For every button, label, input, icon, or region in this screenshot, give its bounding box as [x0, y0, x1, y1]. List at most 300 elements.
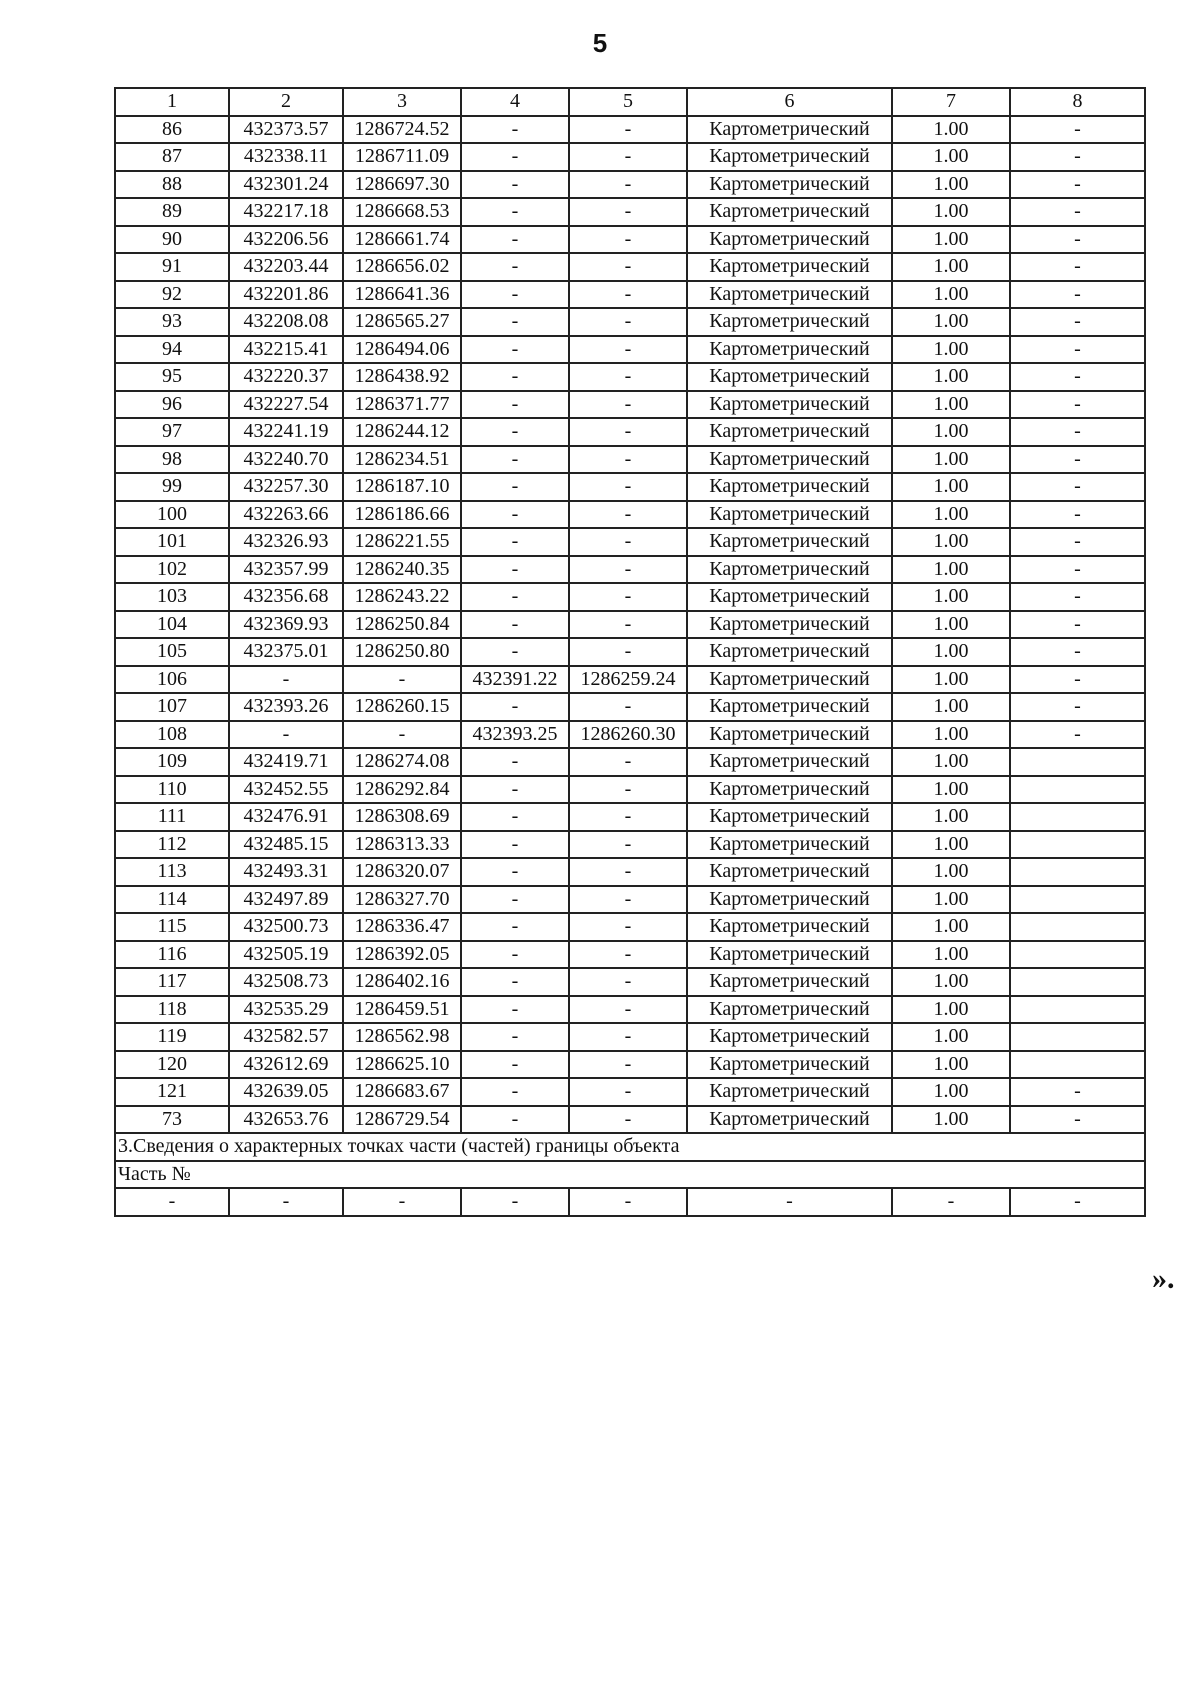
table-cell: - [569, 583, 687, 611]
table-row [115, 143, 1145, 171]
table-cell: 95 [115, 363, 229, 391]
table-cell: 1.00 [892, 253, 1010, 281]
table-cell: - [569, 281, 687, 309]
table-cell [1010, 913, 1145, 941]
table-row [115, 391, 1145, 419]
table-cell: 432500.73 [229, 913, 343, 941]
table-cell: - [461, 171, 569, 199]
table-row [115, 886, 1145, 914]
table-cell: Картометрический [687, 748, 892, 776]
table-cell [1010, 1051, 1145, 1079]
table-cell: 94 [115, 336, 229, 364]
table-cell: - [461, 693, 569, 721]
table-cell: - [569, 776, 687, 804]
table-cell: 1.00 [892, 941, 1010, 969]
table-cell: - [461, 748, 569, 776]
table-cell: 119 [115, 1023, 229, 1051]
table-cell: 111 [115, 803, 229, 831]
table-cell: - [461, 253, 569, 281]
table-cell: - [1010, 336, 1145, 364]
table-cell [1010, 748, 1145, 776]
table-cell: - [461, 858, 569, 886]
table-cell: 432393.25 [461, 721, 569, 749]
table-row [115, 501, 1145, 529]
table-cell: - [569, 748, 687, 776]
table-row [115, 198, 1145, 226]
table-cell: 432206.56 [229, 226, 343, 254]
table-row [115, 363, 1145, 391]
table-cell: 117 [115, 968, 229, 996]
table-cell: - [569, 996, 687, 1024]
table-cell: - [461, 528, 569, 556]
table-cell: 1.00 [892, 693, 1010, 721]
table-row [115, 968, 1145, 996]
table-cell: 108 [115, 721, 229, 749]
table-cell: - [461, 363, 569, 391]
table-cell: 1.00 [892, 803, 1010, 831]
table-cell: 96 [115, 391, 229, 419]
table-cell: 1286260.15 [343, 693, 461, 721]
table-cell: - [461, 143, 569, 171]
table-cell: - [461, 968, 569, 996]
table-cell: 432240.70 [229, 446, 343, 474]
table-cell: - [461, 611, 569, 639]
table-cell: 1286697.30 [343, 171, 461, 199]
table-cell: 432452.55 [229, 776, 343, 804]
header-cell: 7 [892, 88, 1010, 116]
table-cell: 1.00 [892, 116, 1010, 144]
table-cell: Картометрический [687, 583, 892, 611]
table-cell [1010, 941, 1145, 969]
table-cell: - [569, 226, 687, 254]
table-cell: - [461, 556, 569, 584]
table-cell: - [569, 1023, 687, 1051]
table-cell: - [461, 583, 569, 611]
table-row [115, 253, 1145, 281]
table-cell: - [461, 226, 569, 254]
table-cell: 1286243.22 [343, 583, 461, 611]
table-row [115, 1023, 1145, 1051]
table-cell: - [229, 721, 343, 749]
table-cell: - [569, 556, 687, 584]
table-cell: - [229, 1188, 343, 1216]
table-cell: 1.00 [892, 171, 1010, 199]
table-cell: - [461, 1023, 569, 1051]
table-cell: - [461, 501, 569, 529]
table-cell: 120 [115, 1051, 229, 1079]
table-cell [1010, 858, 1145, 886]
table-cell: Картометрический [687, 831, 892, 859]
table-cell: 1.00 [892, 1106, 1010, 1134]
table-cell: - [343, 666, 461, 694]
table-cell: - [569, 363, 687, 391]
table-row [115, 666, 1145, 694]
table-row [115, 1051, 1145, 1079]
table-cell: 1.00 [892, 776, 1010, 804]
table-cell: 87 [115, 143, 229, 171]
table-cell [1010, 886, 1145, 914]
table-cell: 1286292.84 [343, 776, 461, 804]
table-cell: 121 [115, 1078, 229, 1106]
table-cell: - [569, 886, 687, 914]
table-cell: Картометрический [687, 941, 892, 969]
table-cell: Картометрический [687, 528, 892, 556]
table-cell: Картометрический [687, 143, 892, 171]
table-cell: 118 [115, 996, 229, 1024]
table-cell: 1286320.07 [343, 858, 461, 886]
table-cell: - [569, 941, 687, 969]
table-cell: 1.00 [892, 336, 1010, 364]
table-cell: 432357.99 [229, 556, 343, 584]
table-cell: - [461, 281, 569, 309]
table-cell: 114 [115, 886, 229, 914]
table-cell: 1.00 [892, 391, 1010, 419]
table-cell: 1.00 [892, 143, 1010, 171]
table-cell: - [569, 501, 687, 529]
table-cell: - [1010, 638, 1145, 666]
table-cell: - [461, 418, 569, 446]
table-cell: 432201.86 [229, 281, 343, 309]
table-cell: - [461, 308, 569, 336]
table-cell: - [569, 308, 687, 336]
table-cell: 1.00 [892, 858, 1010, 886]
table-cell: 1286371.77 [343, 391, 461, 419]
table-cell: - [229, 666, 343, 694]
table-cell: - [461, 831, 569, 859]
table-cell: 432301.24 [229, 171, 343, 199]
table-row [115, 721, 1145, 749]
table-cell: - [569, 418, 687, 446]
table-row [115, 418, 1145, 446]
table-cell: 432263.66 [229, 501, 343, 529]
table-cell: 432208.08 [229, 308, 343, 336]
header-cell: 5 [569, 88, 687, 116]
table-cell: - [569, 336, 687, 364]
table-cell: Картометрический [687, 611, 892, 639]
table-cell: 97 [115, 418, 229, 446]
table-cell: 1.00 [892, 721, 1010, 749]
table-cell: 432535.29 [229, 996, 343, 1024]
table-cell: 432582.57 [229, 1023, 343, 1051]
table-cell: 115 [115, 913, 229, 941]
table-cell: Картометрический [687, 913, 892, 941]
table-cell: 1.00 [892, 886, 1010, 914]
table-cell: 1.00 [892, 226, 1010, 254]
table-row [115, 858, 1145, 886]
table-cell: 109 [115, 748, 229, 776]
table-cell: Картометрический [687, 418, 892, 446]
table-cell: - [1010, 418, 1145, 446]
table-cell: Картометрический [687, 501, 892, 529]
table-cell: - [569, 831, 687, 859]
table-cell: - [1010, 253, 1145, 281]
table-row [115, 556, 1145, 584]
table-cell: Картометрический [687, 198, 892, 226]
table-cell: 1.00 [892, 418, 1010, 446]
table-cell: - [461, 336, 569, 364]
table-cell: 1.00 [892, 501, 1010, 529]
table-cell: - [461, 941, 569, 969]
table-cell: 1.00 [892, 1051, 1010, 1079]
table-cell: - [1010, 446, 1145, 474]
table-cell: 112 [115, 831, 229, 859]
table-cell: - [1010, 198, 1145, 226]
table-row [115, 941, 1145, 969]
table-row [115, 1106, 1145, 1134]
header-cell: 3 [343, 88, 461, 116]
header-cell: 6 [687, 88, 892, 116]
table-cell: 1.00 [892, 831, 1010, 859]
table-cell: 1286244.12 [343, 418, 461, 446]
table-cell: - [461, 1051, 569, 1079]
table-cell: - [1010, 501, 1145, 529]
table-cell [1010, 803, 1145, 831]
table-cell: 1286683.67 [343, 1078, 461, 1106]
table-cell: - [569, 116, 687, 144]
table-cell: 1286274.08 [343, 748, 461, 776]
table-cell: 1286459.51 [343, 996, 461, 1024]
table-cell: 1286336.47 [343, 913, 461, 941]
table-cell: - [461, 886, 569, 914]
header-cell: 8 [1010, 88, 1145, 116]
part-label: Часть № [115, 1161, 1145, 1189]
table-cell: 1286234.51 [343, 446, 461, 474]
table-cell: - [461, 198, 569, 226]
table-cell: - [115, 1188, 229, 1216]
table-cell: - [1010, 721, 1145, 749]
table-cell: 432326.93 [229, 528, 343, 556]
table-cell: - [569, 473, 687, 501]
table-cell: Картометрический [687, 253, 892, 281]
table-cell: - [569, 253, 687, 281]
table-cell: - [569, 446, 687, 474]
table-cell: 90 [115, 226, 229, 254]
table-cell: 1286724.52 [343, 116, 461, 144]
table-cell: Картометрический [687, 281, 892, 309]
table-cell: - [461, 776, 569, 804]
table-cell: - [1010, 363, 1145, 391]
table-cell [1010, 1023, 1145, 1051]
table-cell: 1286661.74 [343, 226, 461, 254]
table-cell: 1.00 [892, 611, 1010, 639]
table-cell: - [461, 913, 569, 941]
table-cell: 1.00 [892, 528, 1010, 556]
header-cell: 1 [115, 88, 229, 116]
table-cell: 432227.54 [229, 391, 343, 419]
table-cell: 432393.26 [229, 693, 343, 721]
table-cell: 432419.71 [229, 748, 343, 776]
table-cell: 432508.73 [229, 968, 343, 996]
header-cell: 2 [229, 88, 343, 116]
table-row [115, 116, 1145, 144]
table-cell: 1286186.66 [343, 501, 461, 529]
table-cell: 1.00 [892, 583, 1010, 611]
table-cell: 1286565.27 [343, 308, 461, 336]
table-cell [1010, 776, 1145, 804]
table-cell: - [1010, 226, 1145, 254]
table-cell: - [1010, 308, 1145, 336]
table-cell: 73 [115, 1106, 229, 1134]
table-cell: 1.00 [892, 308, 1010, 336]
table-row [115, 583, 1145, 611]
table-cell: 102 [115, 556, 229, 584]
table-cell: 1286392.05 [343, 941, 461, 969]
table-cell: 432476.91 [229, 803, 343, 831]
table-row [115, 611, 1145, 639]
table-cell: - [1010, 171, 1145, 199]
table-body [115, 116, 1145, 1134]
table-cell: 1286327.70 [343, 886, 461, 914]
table-cell: 432217.18 [229, 198, 343, 226]
table-cell: - [569, 198, 687, 226]
table-cell: 432373.57 [229, 116, 343, 144]
table-cell: Картометрический [687, 776, 892, 804]
table-cell: 1.00 [892, 996, 1010, 1024]
table-cell: 100 [115, 501, 229, 529]
table-cell: 432220.37 [229, 363, 343, 391]
table-cell: - [1010, 281, 1145, 309]
table-cell: 1286438.92 [343, 363, 461, 391]
table-cell: 432356.68 [229, 583, 343, 611]
table-cell: - [569, 1188, 687, 1216]
table-cell: - [569, 968, 687, 996]
table-cell: Картометрический [687, 638, 892, 666]
table-cell [1010, 831, 1145, 859]
table-cell: - [1010, 143, 1145, 171]
table-row [115, 803, 1145, 831]
table-cell: - [569, 1078, 687, 1106]
table-cell: 1286313.33 [343, 831, 461, 859]
table-row [115, 226, 1145, 254]
table-cell: 1286668.53 [343, 198, 461, 226]
table-cell: Картометрический [687, 1106, 892, 1134]
table-cell: Картометрический [687, 116, 892, 144]
table-cell: - [461, 116, 569, 144]
table-cell: 432653.76 [229, 1106, 343, 1134]
table-row [115, 336, 1145, 364]
table-cell: 1286240.35 [343, 556, 461, 584]
table-cell: - [569, 143, 687, 171]
table-cell: - [569, 171, 687, 199]
table-cell: 1.00 [892, 473, 1010, 501]
table-cell: 91 [115, 253, 229, 281]
table-cell: 89 [115, 198, 229, 226]
table-cell: 1.00 [892, 556, 1010, 584]
table-cell: - [569, 1106, 687, 1134]
table-cell: 432505.19 [229, 941, 343, 969]
table-row [115, 446, 1145, 474]
table-row [115, 308, 1145, 336]
table-cell: 432203.44 [229, 253, 343, 281]
table-cell: - [461, 996, 569, 1024]
table-cell: - [461, 391, 569, 419]
section-row [115, 1133, 1145, 1161]
table-cell [1010, 968, 1145, 996]
table-cell: - [461, 1188, 569, 1216]
table-cell: 103 [115, 583, 229, 611]
table-cell: Картометрический [687, 721, 892, 749]
table-cell: Картометрический [687, 1051, 892, 1079]
table-row [115, 528, 1145, 556]
table-cell: Картометрический [687, 968, 892, 996]
table-cell: 432493.31 [229, 858, 343, 886]
table-cell: 432257.30 [229, 473, 343, 501]
table-cell: 1286494.06 [343, 336, 461, 364]
table-cell: 105 [115, 638, 229, 666]
table-cell: - [1010, 1106, 1145, 1134]
table-cell: 1286259.24 [569, 666, 687, 694]
table-cell: 107 [115, 693, 229, 721]
part-row [115, 1161, 1145, 1189]
table-cell: 1.00 [892, 446, 1010, 474]
table-row [115, 913, 1145, 941]
table-cell: Картометрический [687, 171, 892, 199]
table-cell: Картометрический [687, 308, 892, 336]
table-cell: - [687, 1188, 892, 1216]
table-cell: 432497.89 [229, 886, 343, 914]
table-cell: 432485.15 [229, 831, 343, 859]
table-cell: 1286250.84 [343, 611, 461, 639]
table-row [115, 171, 1145, 199]
table-cell: 1.00 [892, 363, 1010, 391]
table-cell: 1.00 [892, 913, 1010, 941]
table-cell: 1.00 [892, 968, 1010, 996]
table-cell: Картометрический [687, 1078, 892, 1106]
table-cell: - [569, 638, 687, 666]
table-cell: 1.00 [892, 638, 1010, 666]
table-cell [1010, 996, 1145, 1024]
header-cell: 4 [461, 88, 569, 116]
table-cell: 110 [115, 776, 229, 804]
table-cell: 104 [115, 611, 229, 639]
table-cell: Картометрический [687, 391, 892, 419]
table-cell: 86 [115, 116, 229, 144]
table-cell: 99 [115, 473, 229, 501]
table-row [115, 638, 1145, 666]
empty-row [115, 1188, 1145, 1216]
table-cell: - [569, 913, 687, 941]
table-cell: - [569, 693, 687, 721]
table-cell: 1286187.10 [343, 473, 461, 501]
table-cell: - [892, 1188, 1010, 1216]
table-cell: 432612.69 [229, 1051, 343, 1079]
table-cell: 92 [115, 281, 229, 309]
table-cell: 88 [115, 171, 229, 199]
table-row [115, 473, 1145, 501]
table-cell: 1286625.10 [343, 1051, 461, 1079]
table-row [115, 693, 1145, 721]
table-cell: Картометрический [687, 363, 892, 391]
table-cell: Картометрический [687, 1023, 892, 1051]
table-cell: Картометрический [687, 473, 892, 501]
table-cell: Картометрический [687, 666, 892, 694]
table-cell: 432215.41 [229, 336, 343, 364]
table-cell: - [1010, 611, 1145, 639]
table-cell: - [343, 1188, 461, 1216]
table-cell: Картометрический [687, 693, 892, 721]
table-cell: 1.00 [892, 198, 1010, 226]
table-cell: - [1010, 666, 1145, 694]
table-cell: Картометрический [687, 996, 892, 1024]
section-title: 3.Сведения о характерных точках части (частей) границы объекта [115, 1133, 1145, 1161]
table-cell: - [1010, 556, 1145, 584]
table-cell: Картометрический [687, 336, 892, 364]
table-cell: - [1010, 1188, 1145, 1216]
table-cell: 1286656.02 [343, 253, 461, 281]
table-row [115, 748, 1145, 776]
table-cell: - [461, 1078, 569, 1106]
table-cell: 432338.11 [229, 143, 343, 171]
